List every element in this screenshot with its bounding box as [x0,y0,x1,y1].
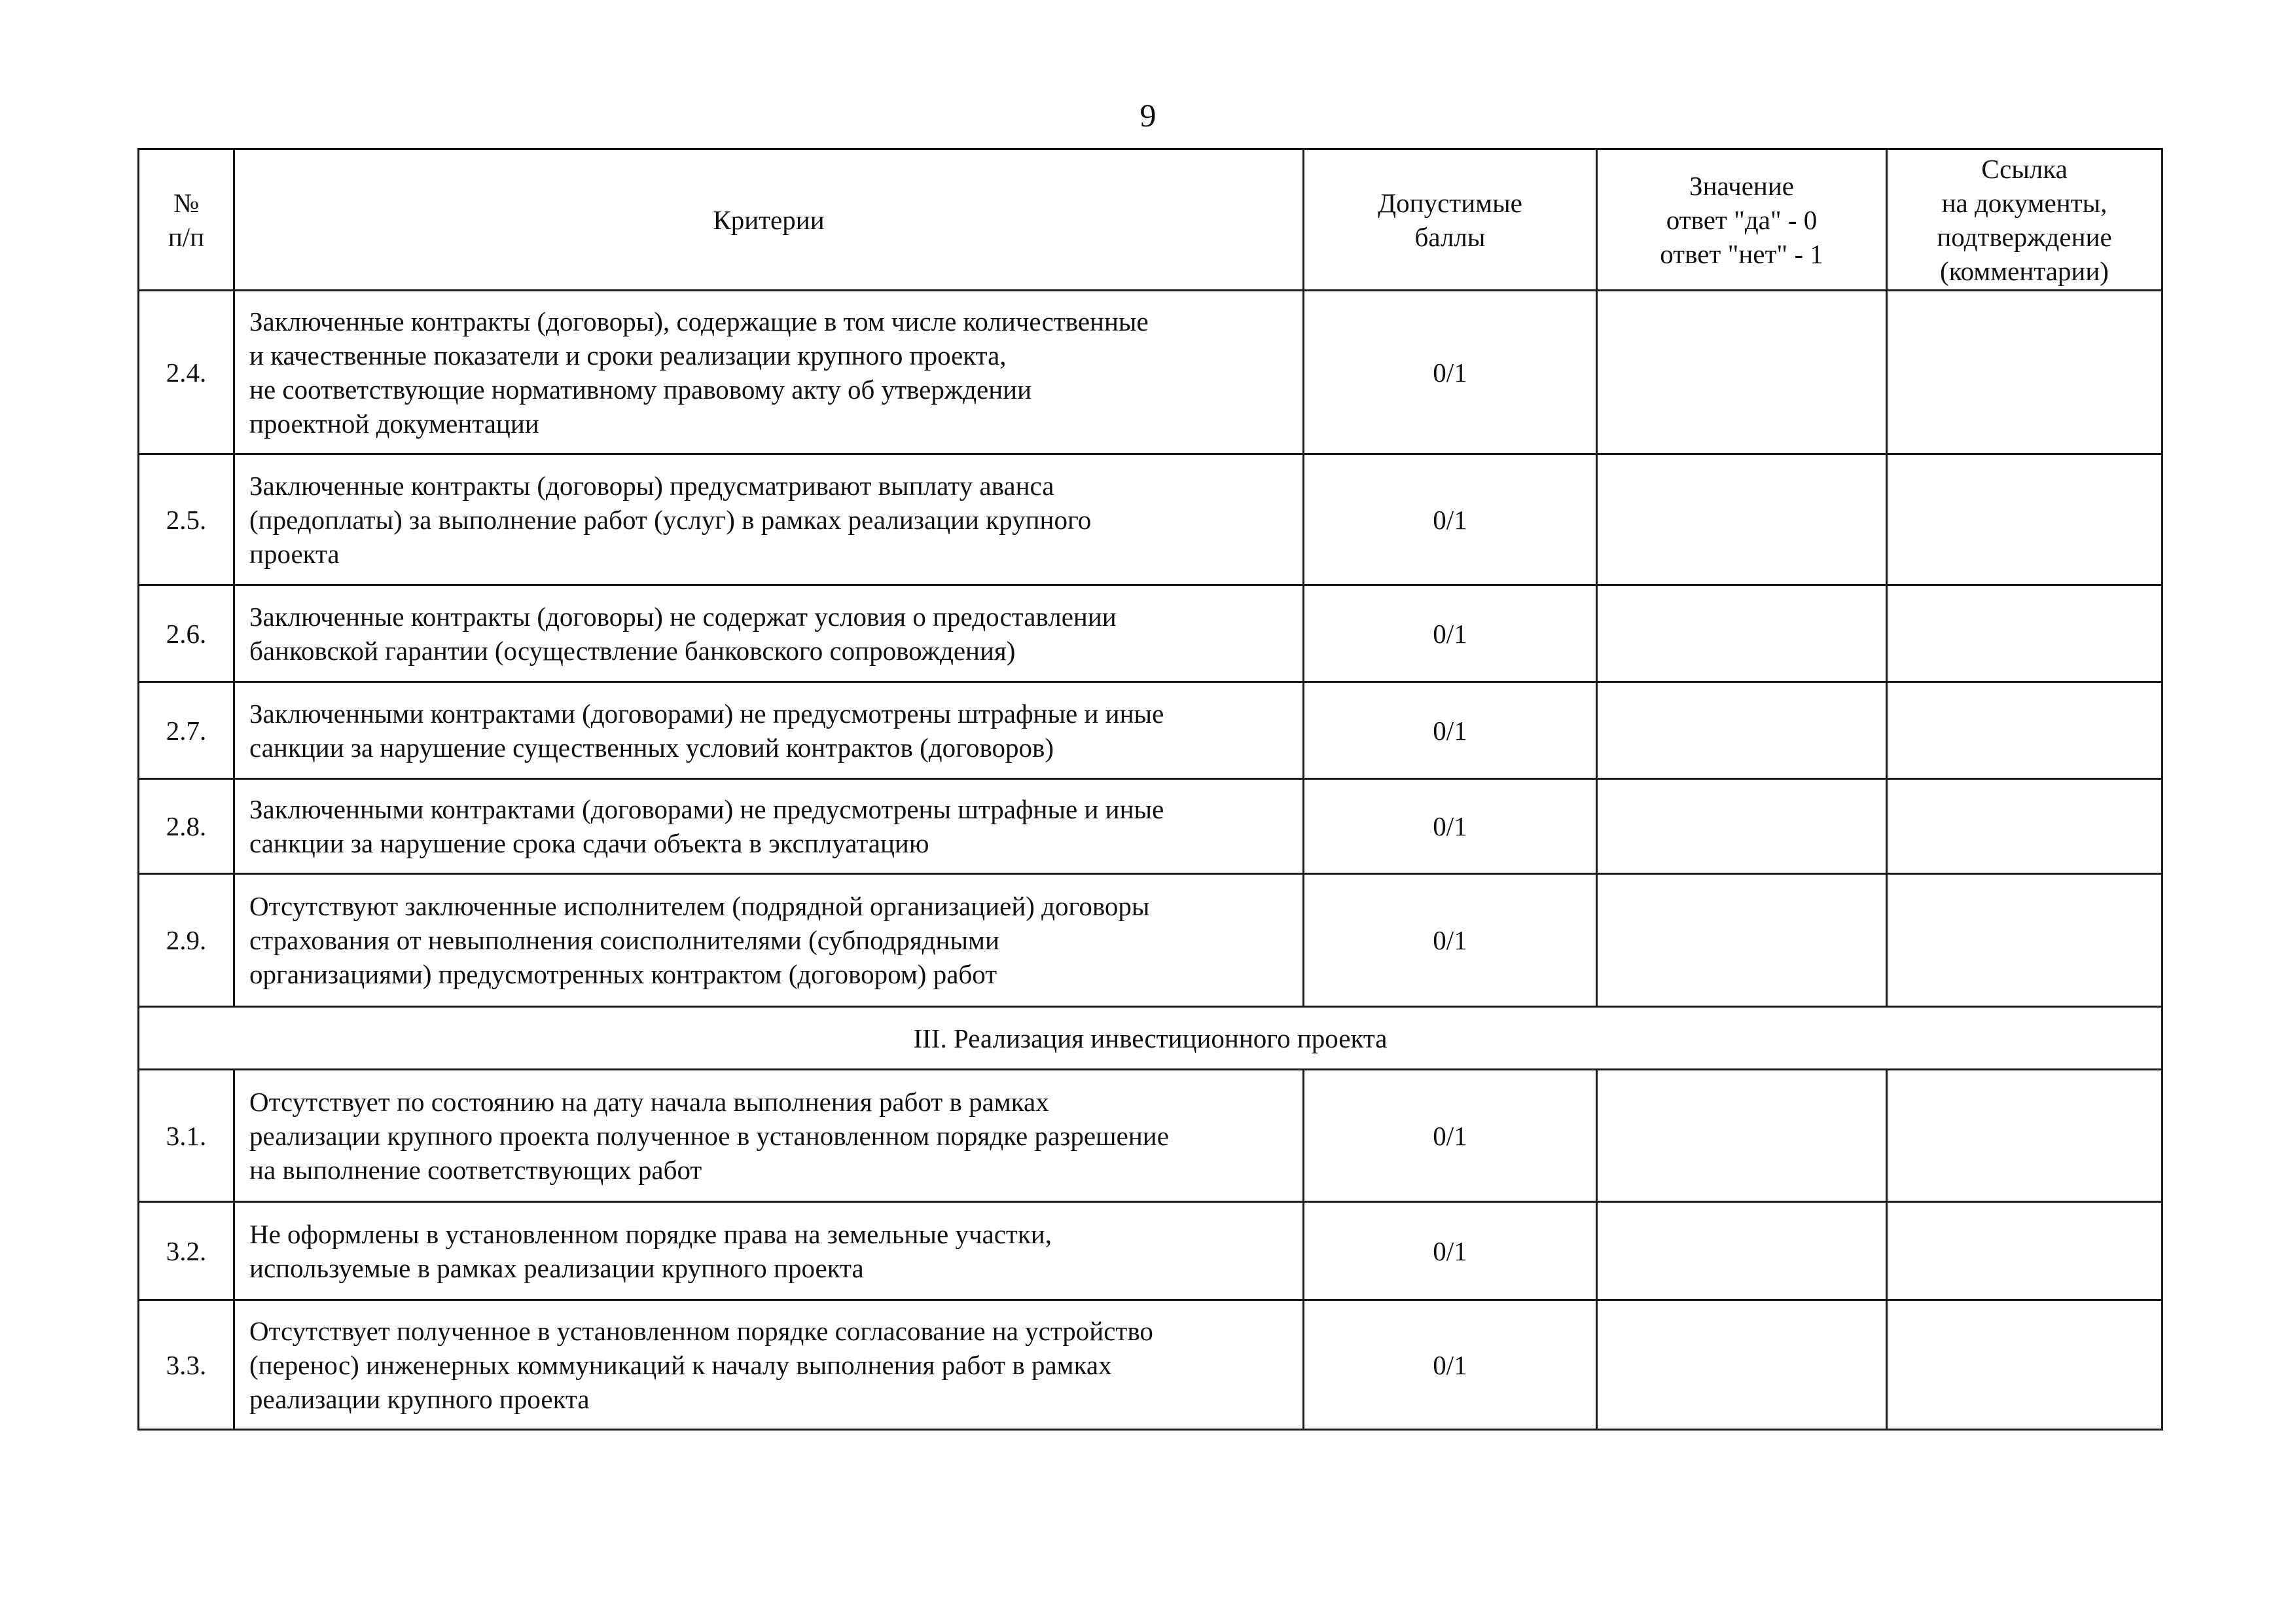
table-row [139,874,2162,1007]
row-reference-cell [1887,1202,2162,1300]
row-score: 0/1 [1304,874,1597,1007]
row-number: 2.5. [139,454,234,585]
header-criteria: Критерии [234,149,1304,291]
row-criteria: Заключенные контракты (договоры), содержащие в том числе количественные и качественные показатели и сроки реализации крупного проекта, не соответствующие нормативному правовому акту об утверждении проектной документации [234,291,1304,454]
row-score: 0/1 [1304,585,1597,682]
row-value-cell [1597,1070,1887,1202]
row-number: 2.6. [139,585,234,682]
table-row [139,585,2162,682]
row-criteria: Заключенными контрактами (договорами) не предусмотрены штрафные и иные санкции за нарушение существенных условий контрактов (договоров) [234,682,1304,779]
table-row [139,454,2162,585]
section-row [139,1007,2162,1070]
row-value-cell [1597,874,1887,1007]
table-header-row [139,149,2162,291]
table-row [139,1202,2162,1300]
row-score: 0/1 [1304,1070,1597,1202]
row-number: 3.3. [139,1300,234,1430]
row-criteria: Не оформлены в установленном порядке права на земельные участки, используемые в рамках реализации крупного проекта [234,1202,1304,1300]
row-value-cell [1597,291,1887,454]
row-reference-cell [1887,454,2162,585]
row-reference-cell [1887,779,2162,874]
row-reference-cell [1887,682,2162,779]
row-reference-cell [1887,291,2162,454]
row-score: 0/1 [1304,682,1597,779]
row-number: 2.4. [139,291,234,454]
criteria-table [137,148,2163,1431]
row-score: 0/1 [1304,454,1597,585]
page-number: 9 [1139,97,1157,134]
row-number: 2.9. [139,874,234,1007]
header-score: Допустимые баллы [1304,149,1597,291]
row-reference-cell [1887,585,2162,682]
row-number: 2.7. [139,682,234,779]
header-number: № п/п [139,149,234,291]
row-value-cell [1597,1202,1887,1300]
row-criteria: Отсутствуют заключенные исполнителем (подрядной организацией) договоры страхования от невыполнения соисполнителями (субподрядными организациями) предусмотренных контрактом (договором) работ [234,874,1304,1007]
row-value-cell [1597,585,1887,682]
table-row [139,291,2162,454]
row-score: 0/1 [1304,779,1597,874]
row-number: 2.8. [139,779,234,874]
table-row [139,1070,2162,1202]
row-reference-cell [1887,874,2162,1007]
row-criteria: Отсутствует полученное в установленном порядке согласование на устройство (перенос) инженерных коммуникаций к началу выполнения работ в рамках реализации крупного проекта [234,1300,1304,1430]
row-criteria: Заключенные контракты (договоры) не содержат условия о предоставлении банковской гарантии (осуществление банковского сопровождения) [234,585,1304,682]
table-row [139,682,2162,779]
row-criteria: Заключенные контракты (договоры) предусматривают выплату аванса (предоплаты) за выполнение работ (услуг) в рамках реализации крупного проекта [234,454,1304,585]
row-reference-cell [1887,1070,2162,1202]
header-reference: Ссылка на документы, подтверждение (комментарии) [1887,149,2162,291]
table-row [139,1300,2162,1430]
section-heading: III. Реализация инвестиционного проекта [139,1007,2162,1070]
row-criteria: Заключенными контрактами (договорами) не предусмотрены штрафные и иные санкции за нарушение срока сдачи объекта в эксплуатацию [234,779,1304,874]
row-number: 3.1. [139,1070,234,1202]
row-score: 0/1 [1304,1300,1597,1430]
row-criteria: Отсутствует по состоянию на дату начала выполнения работ в рамках реализации крупного проекта полученное в установленном порядке разрешение на выполнение соответствующих работ [234,1070,1304,1202]
row-value-cell [1597,779,1887,874]
row-value-cell [1597,1300,1887,1430]
row-number: 3.2. [139,1202,234,1300]
row-value-cell [1597,454,1887,585]
row-reference-cell [1887,1300,2162,1430]
row-score: 0/1 [1304,1202,1597,1300]
row-value-cell [1597,682,1887,779]
header-value: Значение ответ "да" - 0 ответ "нет" - 1 [1597,149,1887,291]
row-score: 0/1 [1304,291,1597,454]
table-row [139,779,2162,874]
